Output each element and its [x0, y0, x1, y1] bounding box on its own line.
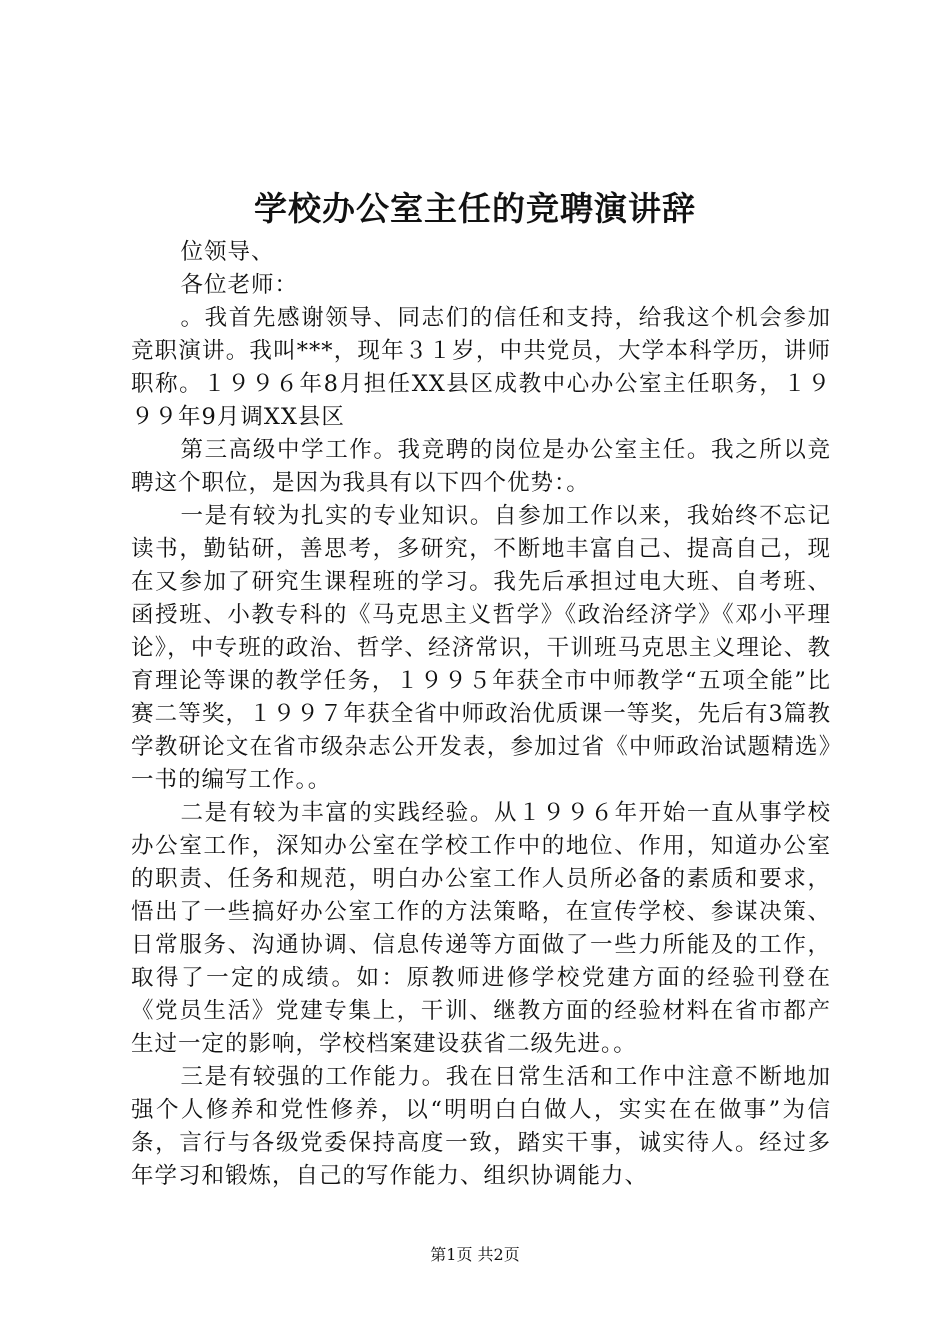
paragraph-advantage-experience: 二是有较为丰富的实践经验。从１９９６年开始一直从事学校办公室工作，深知办公室在学校工作中的地位、作用，知道办公室的职责、任务和规范，明白办公室工作人员所必备的素质和要求，悟出了一些搞好办公室工作的方法策略，在宣传学校、参谋决策、日常服务、沟通协调、信息传递等方面做了一些力所能及的工作，取得了一定的成绩。如：原教师进修学校党建方面的经验刊登在《党员生活》党建专集上，干训、继教方面的经验材料在省市都产生过一定的影响，学校档案建设获省二级先进。。: [131, 800, 831, 1057]
page-footer: 第1页 共2页: [430, 1245, 520, 1264]
document-body: [131, 236, 831, 1193]
paragraph-introduction: 。我首先感谢领导、同志们的信任和支持，给我这个机会参加竞职演讲。我叫***，现年３１岁，中共党员，大学本科学历，讲师职称。１９９６年8月担任XX县区成教中心办公室主任职务，１９９９年9月调XX县区: [131, 305, 831, 430]
paragraph-advantage-knowledge: 一是有较为扎实的专业知识。自参加工作以来，我始终不忘记读书，勤钻研，善思考，多研究，不断地丰富自己、提高自己，现在又参加了研究生课程班的学习。我先后承担过电大班、自考班、函授班、小教专科的《马克思主义哲学》《政治经济学》《邓小平理论》，中专班的政治、哲学、经济常识，干训班马克思主义理论、教育理论等课的教学任务，１９９５年获全市中师教学“五项全能”比赛二等奖，１９９７年获全省中师政治优质课一等奖，先后有3篇教学教研论文在省市级杂志公开发表，参加过省《中师政治试题精选》一书的编写工作。。: [131, 503, 831, 793]
paragraph-advantage-ability: 三是有较强的工作能力。我在日常生活和工作中注意不断地加强个人修养和党性修养，以“明明白白做人，实实在在做事”为信条，言行与各级党委保持高度一致，踏实干事，诚实待人。经过多年学习和锻炼，自己的写作能力、组织协调能力、: [131, 1064, 831, 1189]
paragraph-salutation-teachers: 各位老师：: [180, 272, 299, 298]
paragraph-position: 第三高级中学工作。我竞聘的岗位是办公室主任。我之所以竞聘这个职位，是因为我具有以下四个优势：。: [131, 437, 831, 496]
paragraph-salutation-leaders: 位领导、: [180, 239, 275, 265]
document-title: 学校办公室主任的竞聘演讲辞: [254, 189, 696, 228]
